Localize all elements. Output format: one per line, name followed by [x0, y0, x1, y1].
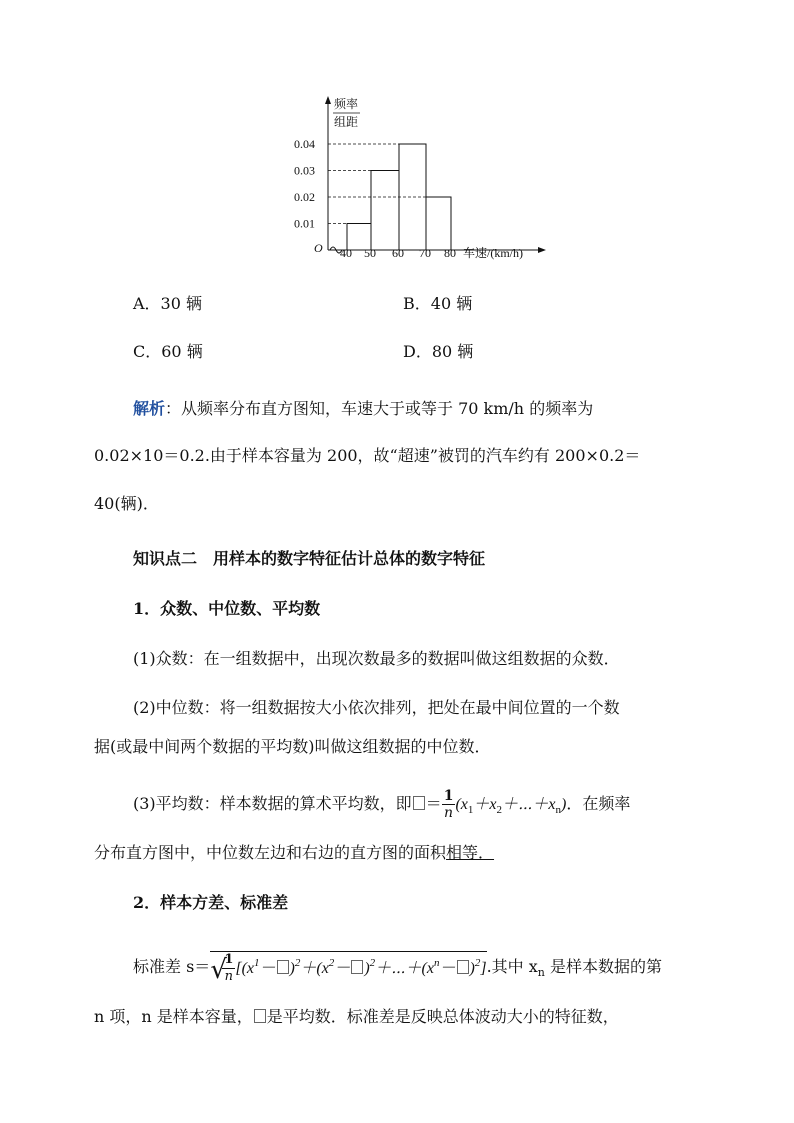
origin-label: O: [314, 241, 323, 255]
mean-prefix: (3)平均数：样本数据的算术平均数，即: [133, 794, 412, 813]
std-prefix: 标准差 s＝: [133, 957, 211, 976]
std-line-2-rest: 是平均数．标准差是反映总体波动大小的特征数，: [266, 1007, 619, 1026]
solution-line-1: [133, 399, 593, 419]
y-tick-label: 0.03: [294, 163, 315, 178]
y-axis-arrow: [325, 96, 331, 104]
std-line-2: [94, 1007, 619, 1027]
x-tick-label: 70: [419, 246, 431, 260]
mean-line-2-underlined: 相等．: [446, 843, 495, 862]
section-heading: 知识点二 用样本的数字特征估计总体的数字特征: [133, 549, 486, 568]
frequency-histogram: [280, 90, 560, 270]
x-bar-symbol-2: [254, 1009, 266, 1023]
mean-line-2-text: 分布直方图中，中位数左边和右边的直方图的面积: [94, 843, 447, 862]
subsection-1: 1．众数、中位数、平均数: [133, 599, 321, 618]
std-line-1: 标准差 s＝ √ $\frac{1}{n}$ [$(x^1- )^2+(x^2-$ )$^2+\cdots+(x^n- )^2$].其中 $x_n$ 是样本数据的第: [133, 951, 662, 985]
ylabel-top: 频率: [334, 97, 359, 111]
histogram-bar: [426, 197, 451, 250]
std-suffix: .其中 x: [486, 957, 538, 976]
solution-text-1: ：从频率分布直方图知，车速大于或等于 70 km/h 的频率为: [165, 399, 594, 418]
solution-label: 解析: [133, 399, 166, 418]
x-tick-label: 40: [340, 246, 352, 260]
y-tick-label: 0.04: [294, 137, 315, 151]
option-c: C．60 辆: [133, 342, 203, 361]
std-suffix-2: 是样本数据的第: [549, 957, 662, 976]
option-b: B．40 辆: [403, 294, 473, 313]
median-line-1: (2)中位数：将一组数据按大小依次排列，把处在最中间位置的一个数: [133, 698, 620, 717]
solution-line-3: 40(辆)．: [94, 494, 159, 513]
x-axis-arrow: [538, 247, 546, 253]
mean-line-2: [94, 843, 494, 863]
ylabel-bottom: 组距: [334, 115, 359, 129]
y-tick-label: 0.01: [294, 216, 315, 231]
solution-line-2: 0.02×10＝0.2.由于样本容量为 200，故“超速”被罚的汽车约有 200×0.2＝: [94, 446, 641, 465]
x-bar-symbol: [413, 796, 425, 810]
median-line-2: 据(或最中间两个数据的平均数)叫做这组数据的中位数．: [94, 737, 491, 756]
x-tick-label: 80: [444, 246, 456, 260]
mode-definition: (1)众数：在一组数据中，出现次数最多的数据叫做这组数据的众数．: [133, 649, 620, 668]
option-a: A．30 辆: [133, 294, 203, 313]
mean-suffix: ．在频率: [566, 794, 631, 813]
x-tick-label: 50: [364, 246, 376, 260]
std-line-2-text: n 项，n 是样本容量，: [94, 1007, 253, 1026]
sqrt-formula: √ $\frac{1}{n}$ [$(x^1- )^2+(x^2-$ )$^2+\cdots+(x^n- )^2$]: [210, 951, 487, 985]
option-d: D．80 辆: [403, 342, 474, 361]
xlabel: 车速/(km/h): [463, 246, 523, 260]
fraction-one-over-n: $\frac{1}{n}$: [443, 788, 454, 821]
histogram-bar: [371, 171, 399, 251]
y-tick-label: 0.02: [294, 190, 315, 204]
subsection-2: 2．样本方差、标准差: [133, 893, 289, 912]
mean-line-1: (3)平均数：样本数据的算术平均数，即 ＝ $\frac{1}{n}$ $(x_1+x_2+\cdots+x_n)$．在频率: [133, 788, 631, 821]
x-tick-label: 60: [392, 246, 404, 260]
